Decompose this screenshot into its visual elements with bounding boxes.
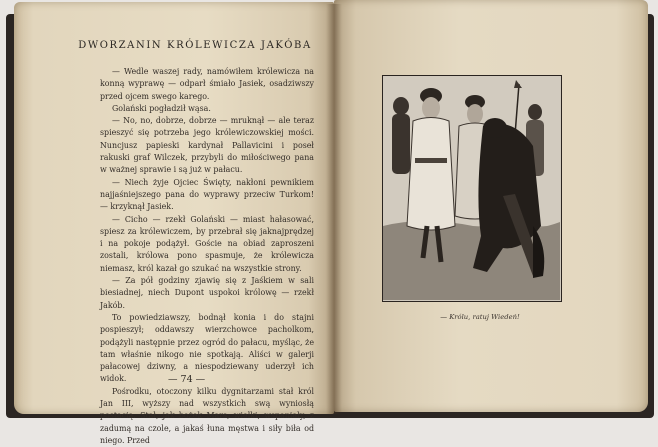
body-text [100,66,314,447]
illustration-caption: — Królu, ratuj Wiedeń! [440,313,520,321]
illustration-drawing [383,76,560,300]
running-header: DWORZANIN KRÓLEWICZA JAKÓBA [78,40,312,51]
illustration [382,75,562,302]
paragraph: — Za pół godziny zjawię się z Jaśkiem w sali biesiadnej, niech Dupont uspokoi królowę — rzekł Jakób. [100,276,314,310]
paragraph: — Wedle waszej rady, namówiłem królewicza na konną wyprawę — odparł śmiało Jasiek, osadziwszy przed ojcem swego karego. [100,67,314,101]
paragraph: Pośrodku, otoczony kilku dygnitarzami stał król Jan III, wyższy nad wszystkich swą wyniosłą postacią. Stał, jak bożek Mars, wielki, wspaniały, z zadumą na czole, a jakaś łuna męstwa i siły biła od niego. Przed [100,386,314,445]
paragraph: — No, no, dobrze, dobrze — mruknął — ale teraz spieszyć się potrzeba jego królewiczowskiej mości. Nuncjusz papieski kardynał Pallavicini i poseł rakuski graf Wilczek, przybyli do miłościwego pana w ważnej sprawie i są już w pałacu. [100,116,314,175]
book-gutter [326,4,342,414]
paragraph: — Niech żyje Ojciec Święty, nakłoni pewnikiem najjaśniejszego pana do wyprawy przeciw Turkom! — krzyknął Jasiek. [100,177,314,212]
paragraph: To powiedziawszy, bodnął konia i do stajni pospieszył; oddawszy wierzchowce pacholkom, podążyli następnie przez ogród do pałacu, myśląc, że tam właśnie nikogo nie spotkają. Aliści w galerji pałacowej dziwny, a niespodziewany uderzył ich widok. [100,312,314,384]
paragraph: Golański pogładził wąsa. [112,103,211,113]
page-number: — 74 — [168,374,206,385]
paragraph: — Cicho — rzekł Golański — miast hałasować, spiesz za królewiczem, by przebrał się jaknajprędzej i na pokoje podążył. Goście na obiad zaproszeni zostali, królowa pono spasmuje, że królewicza niemasz, król kazał go szukać na wszystkie strony. [100,214,314,273]
